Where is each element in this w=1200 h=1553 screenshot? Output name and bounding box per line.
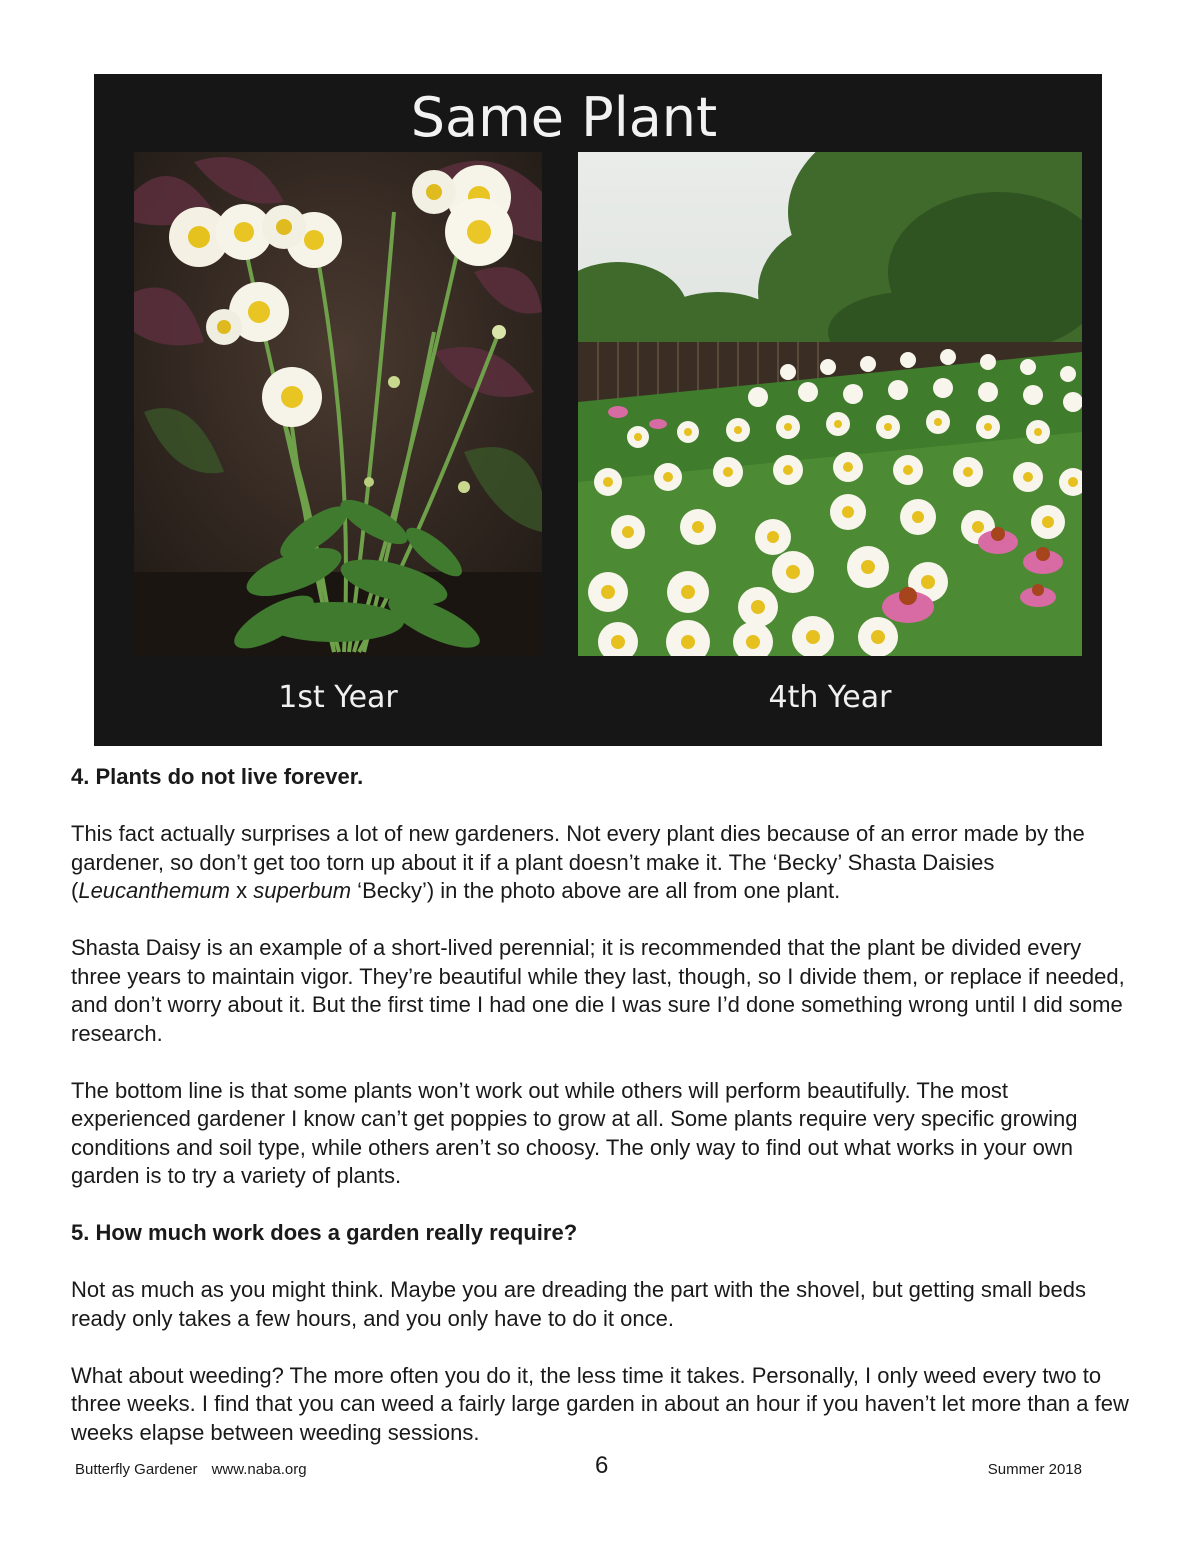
footer-publication	[75, 1461, 307, 1478]
page-footer	[75, 1452, 1082, 1482]
genus-name: Leucanthemum	[78, 878, 230, 903]
section-5-heading: 5. How much work does a garden really require?	[71, 1220, 578, 1245]
publication-name: Butterfly Gardener	[75, 1461, 198, 1478]
page-number: 6	[595, 1452, 609, 1479]
section-4-heading: 4. Plants do not live forever.	[71, 764, 364, 789]
fourth-year-daisy-photo	[578, 152, 1082, 656]
section-4-paragraph-1: This fact actually surprises a lot of new gardeners. Not every plant dies because of an error made by the gardener, so don’t get too torn up about it if a plant doesn’t make it. The ‘Becky’ Shasta Daisies (Leucanthemum x superbum ‘Becky’) in the photo above are all from one plant.	[71, 821, 1085, 903]
same-plant-figure	[94, 74, 1102, 746]
fourth-year-caption: 4th Year	[768, 680, 892, 715]
species-name: superbum	[253, 878, 352, 903]
section-4-paragraph-2: Shasta Daisy is an example of a short-lived perennial; it is recommended that the plant be divided every three years to maintain vigor. They’re beautiful while they last, though, so I divide them, or replace if needed, and don’t worry about it. But the first time I had one die I was sure I’d done something wrong until I did some research.	[71, 935, 1125, 1046]
figure-title: Same Plant	[410, 86, 718, 149]
section-5-paragraph-2: What about weeding? The more often you do it, the less time it takes. Personally, I only weed every two to three weeks. I find that you can weed a fairly large garden in about an hour if you haven’t let more than a few weeks elapse between weeding sessions.	[71, 1362, 1129, 1445]
section-4-paragraph-3: The bottom line is that some plants won’t work out while others will perform beautifully. The most experienced gardener I know can’t get poppies to grow at all. Some plants require very specific growing conditions and soil type, while others aren’t so choosy. The only way to find out what works in your own garden is to try a variety of plants.	[71, 1077, 1078, 1188]
website-link[interactable]: www.naba.org	[211, 1461, 307, 1478]
first-year-caption: 1st Year	[278, 680, 398, 715]
issue-label: Summer 2018	[987, 1461, 1082, 1478]
section-5-paragraph-1: Not as much as you might think. Maybe you are dreading the part with the shovel, but getting small beds ready only takes a few hours, and you only have to do it once.	[71, 1277, 1086, 1331]
first-year-daisy-photo	[134, 152, 542, 656]
article-body	[71, 763, 1131, 1447]
